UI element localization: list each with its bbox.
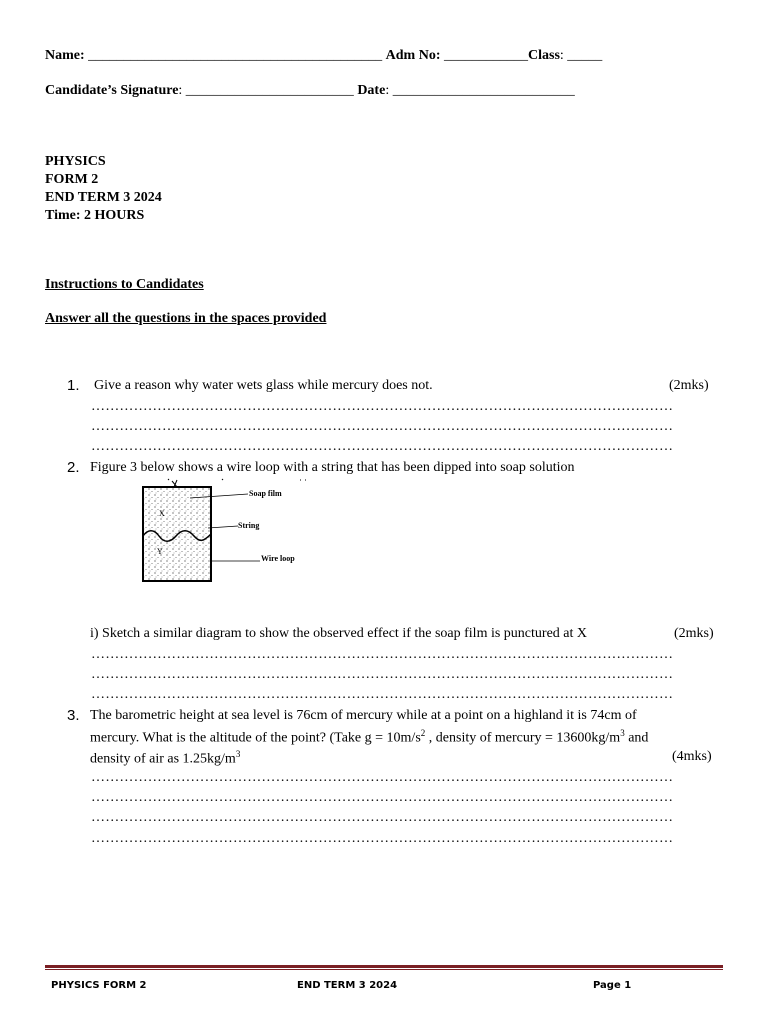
form-title: FORM 2 — [45, 172, 99, 187]
signature-row — [45, 83, 575, 99]
subject-title: PHYSICS — [45, 154, 106, 169]
name-label: Name: — [45, 48, 85, 63]
term-title: END TERM 3 2024 — [45, 190, 162, 205]
answer-line[interactable]: …………………………………………………………………………………………………………… — [91, 831, 674, 846]
signature-field[interactable]: : ________________________ — [178, 83, 354, 98]
string-label: String — [238, 521, 260, 530]
answer-line[interactable]: …………………………………………………………………………………………………………… — [91, 399, 674, 414]
class-label: Class — [528, 48, 560, 63]
wire-loop-label: Wire loop — [261, 554, 295, 563]
question-2-marks: (2mks) — [674, 626, 714, 641]
soap-film-label: Soap film — [249, 489, 282, 498]
question-1-number: 1. — [67, 377, 80, 394]
question-3-marks: (4mks) — [672, 749, 712, 764]
question-3-line-1: The barometric height at sea level is 76cm of mercury while at a point on a highland it is 74cm of — [90, 708, 637, 723]
answer-line[interactable]: …………………………………………………………………………………………………………… — [91, 790, 674, 805]
student-details-row — [45, 48, 602, 64]
footer-subject: PHYSICS FORM 2 — [51, 980, 147, 991]
name-field[interactable]: __________________________________________ — [88, 48, 383, 63]
answer-line[interactable]: …………………………………………………………………………………………………………… — [91, 810, 674, 825]
question-3-line-2: mercury. What is the altitude of the point? (Take $g = 10m/s^2$ , density of mercury = $13600kg/m^3$ and — [90, 728, 649, 746]
question-1-marks: (2mks) — [669, 378, 709, 393]
footer-rule — [45, 965, 723, 970]
footer-term: END TERM 3 2024 — [297, 980, 398, 991]
date-label: Date — [357, 83, 386, 98]
question-2-text: Figure 3 below shows a wire loop with a string that has been dipped into soap solution — [90, 460, 575, 475]
time-allowed: Time: 2 HOURS — [45, 208, 145, 223]
figure-3-wire-loop — [130, 476, 330, 586]
class-field[interactable]: : _____ — [559, 48, 603, 63]
date-field[interactable]: : __________________________ — [385, 83, 575, 98]
signature-label: Candidate’s Signature — [45, 83, 179, 98]
answer-line[interactable]: …………………………………………………………………………………………………………… — [91, 667, 674, 682]
figure-label-y: Y — [157, 547, 163, 556]
instructions-heading: Instructions to Candidates — [45, 277, 204, 292]
question-1-text: Give a reason why water wets glass while mercury does not. — [94, 378, 433, 393]
question-3-line-3: density of air as $1.25kg/m^3$ — [90, 749, 241, 767]
answer-line[interactable]: …………………………………………………………………………………………………………… — [91, 770, 674, 785]
answer-line[interactable]: …………………………………………………………………………………………………………… — [91, 647, 674, 662]
question-2-number: 2. — [67, 459, 80, 476]
string-pointer — [208, 526, 238, 528]
adm-no-label: Adm No: — [385, 48, 441, 63]
instructions-text: Answer all the questions in the spaces provided — [45, 311, 327, 326]
wire-handle — [168, 479, 306, 487]
adm-no-field[interactable]: ____________ — [444, 48, 528, 63]
footer-page-number: Page 1 — [593, 980, 632, 991]
answer-line[interactable]: …………………………………………………………………………………………………………… — [91, 687, 674, 702]
question-2-subquestion-i: i) Sketch a similar diagram to show the observed effect if the soap film is punctured at X — [90, 626, 587, 641]
question-3-number: 3. — [67, 707, 80, 724]
answer-line[interactable]: …………………………………………………………………………………………………………… — [91, 419, 674, 434]
answer-line[interactable]: …………………………………………………………………………………………………………… — [91, 439, 674, 454]
figure-label-x: X — [159, 509, 165, 518]
